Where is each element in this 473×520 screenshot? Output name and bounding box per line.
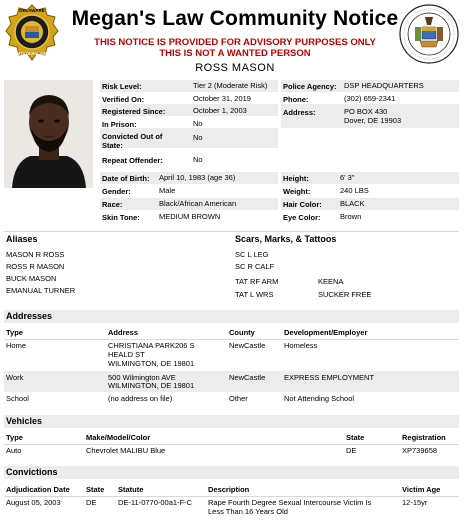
hair-color-value: BLACK	[340, 199, 365, 208]
vehicle-registration: XP739658	[402, 446, 438, 455]
conviction-description: Less Than 16 Years Old	[208, 507, 288, 516]
scars-heading: Scars, Marks, & Tattoos	[235, 234, 337, 244]
col-type: Type	[6, 328, 23, 337]
scar-item: TAT RF ARM	[235, 277, 279, 286]
skin-tone-value: MEDIUM BROWN	[159, 212, 221, 221]
conviction-date: August 05, 2003	[6, 498, 61, 507]
vehicle-state: DE	[346, 446, 357, 455]
weight-label: Weight:	[283, 187, 311, 196]
gender-label: Gender:	[102, 187, 131, 196]
address-line: 500 Wilmington AVE	[108, 373, 176, 382]
address-employer: EXPRESS EMPLOYMENT	[284, 373, 375, 382]
risk-level-label: Risk Level:	[102, 82, 142, 91]
col-date: Adjudication Date	[6, 485, 70, 494]
not-wanted-warning: THIS IS NOT A WANTED PERSON	[159, 48, 311, 59]
advisory-warning: THIS NOTICE IS PROVIDED FOR ADVISORY PURPOSES ONLY	[94, 37, 376, 48]
conviction-description: Rape Fourth Degree Sexual Intercourse Victim Is	[208, 498, 372, 507]
eye-color-label: Eye Color:	[283, 213, 321, 222]
conviction-statute: DE-11-0770-00a1-F-C	[118, 498, 193, 507]
scar-detail: KEENA	[318, 277, 344, 286]
divider	[4, 231, 459, 232]
eye-color-value: Brown	[340, 212, 362, 221]
repeat-offender-label: Repeat Offender:	[102, 156, 163, 165]
address-line: HEALD ST	[108, 350, 145, 359]
in-prison-value: No	[193, 119, 203, 128]
alias-item: BUCK MASON	[6, 274, 57, 283]
police-agency-label: Police Agency:	[283, 82, 337, 91]
vehicle-make: Chevrolet MALIBU Blue	[86, 446, 166, 455]
dob-label: Date of Birth:	[102, 174, 150, 183]
agency-address-line1: PO BOX 430	[344, 107, 388, 116]
phone-label: Phone:	[283, 95, 309, 104]
vehicle-type: Auto	[6, 446, 22, 455]
col-address: Address	[108, 328, 139, 337]
col-county: County	[229, 328, 255, 337]
convicted-out-of-state-value: No	[193, 133, 203, 142]
height-value: 6' 3"	[340, 173, 355, 182]
registered-since-label: Registered Since:	[102, 107, 166, 116]
gender-value: Male	[159, 186, 176, 195]
col-state: State	[346, 433, 365, 442]
convictions-heading: Convictions	[4, 466, 459, 479]
conviction-state: DE	[86, 498, 97, 507]
alias-item: MASON R ROSS	[6, 250, 65, 259]
addresses-heading: Addresses	[4, 310, 459, 323]
address-employer: Not Attending School	[284, 394, 355, 403]
scar-item: SC L LEG	[235, 250, 269, 259]
address-county: NewCastle	[229, 341, 266, 350]
offender-name: ROSS MASON	[195, 62, 275, 74]
race-value: Black/African American	[159, 199, 237, 208]
aliases-heading: Aliases	[6, 234, 38, 244]
alias-item: ROSS R MASON	[6, 262, 65, 271]
address-line: (no address on file)	[108, 394, 173, 403]
race-label: Race:	[102, 200, 123, 209]
risk-level-value: Tier 2 (Moderate Risk)	[193, 81, 268, 90]
police-agency-value: DSP HEADQUARTERS	[344, 81, 424, 90]
address-line: CHRISTIANA PARK206 S	[108, 341, 195, 350]
page-title: Megan's Law Community Notice	[71, 7, 399, 30]
badge-top-text: DELAWARE	[19, 8, 45, 13]
col-victim-age: Victim Age	[402, 485, 441, 494]
divider	[4, 339, 459, 340]
delaware-state-seal-icon	[398, 3, 460, 65]
conviction-victim-age: 12-15yr	[402, 498, 428, 507]
state-police-badge-icon	[4, 4, 60, 64]
address-county: Other	[229, 394, 248, 403]
hair-color-label: Hair Color:	[283, 200, 322, 209]
col-type: Type	[6, 433, 23, 442]
scar-item: TAT L WRS	[235, 290, 274, 299]
col-state: State	[86, 485, 105, 494]
address-county: NewCastle	[229, 373, 266, 382]
verified-on-value: October 31, 2019	[193, 94, 251, 103]
offender-photo	[4, 80, 93, 188]
address-employer: Homeless	[284, 341, 318, 350]
phone-value: (302) 659-2341	[344, 94, 396, 103]
address-label: Address:	[283, 108, 316, 117]
address-type: School	[6, 394, 29, 403]
dob-value: April 10, 1983 (age 36)	[159, 173, 236, 182]
alias-item: EMANUAL TURNER	[6, 286, 76, 295]
registered-since-value: October 1, 2003	[193, 106, 247, 115]
badge-bottom-text: STATE POLICE	[17, 51, 47, 56]
vehicles-heading: Vehicles	[4, 415, 459, 428]
scar-detail: SUCKER FREE	[318, 290, 372, 299]
agency-address-line2: Dover, DE 19903	[344, 116, 402, 125]
scar-item: SC R CALF	[235, 262, 275, 271]
repeat-offender-value: No	[193, 155, 203, 164]
col-statute: Statute	[118, 485, 144, 494]
address-line: WILMINGTON, DE 19801	[108, 381, 195, 390]
in-prison-label: In Prison:	[102, 120, 137, 129]
convicted-out-of-state-label: Convicted Out of State:	[102, 132, 163, 150]
skin-tone-label: Skin Tone:	[102, 213, 140, 222]
divider	[4, 496, 459, 497]
address-type: Home	[6, 341, 27, 350]
col-employer: Development/Employer	[284, 328, 368, 337]
col-registration: Registration	[402, 433, 446, 442]
address-line: WILMINGTON, DE 19801	[108, 359, 195, 368]
divider	[4, 444, 459, 445]
col-make: Make/Model/Color	[86, 433, 151, 442]
verified-on-label: Verified On:	[102, 95, 145, 104]
address-type: Work	[6, 373, 24, 382]
height-label: Height:	[283, 174, 309, 183]
weight-value: 240 LBS	[340, 186, 369, 195]
col-description: Description	[208, 485, 250, 494]
notice-header	[0, 0, 473, 80]
